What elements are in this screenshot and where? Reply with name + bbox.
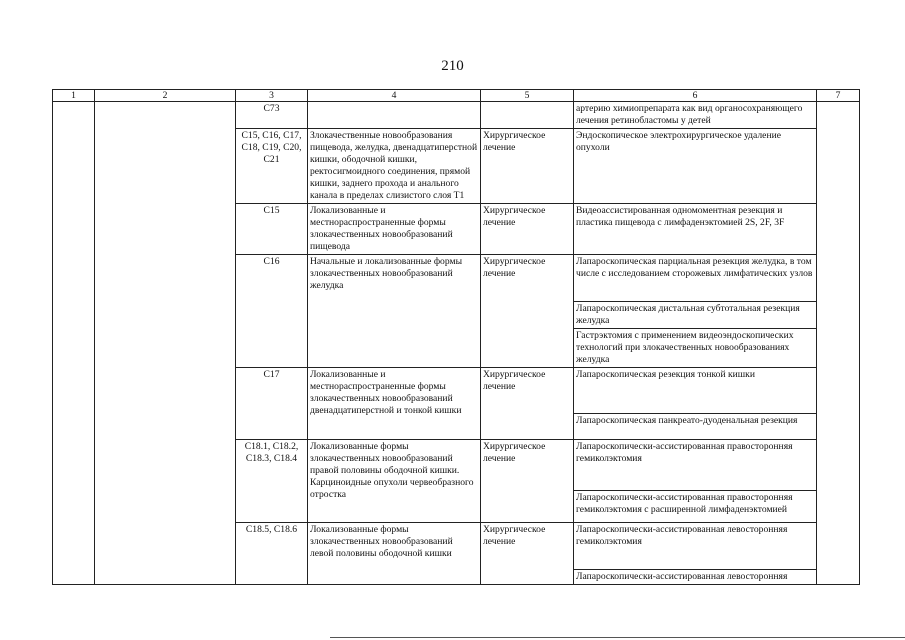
treatment-cell: Хирургическое лечение	[481, 255, 574, 368]
disease-cell: Злокачественные новообразования пищевода, желудка, двенадцатиперстной кишки, ободочной кишки, ректосигмоидного соединения, прямой кишки, заднего прохода и анального канала в пределах слизистого слоя T1	[308, 129, 481, 204]
method-cell: Лапароскопическая резекция тонкой кишки	[574, 368, 817, 414]
cell-col7	[817, 102, 860, 585]
icd-code-cell: C16	[236, 255, 308, 368]
col-header-3: 3	[236, 90, 308, 102]
col-header-4: 4	[308, 90, 481, 102]
treatment-cell: Хирургическое лечение	[481, 204, 574, 255]
icd-code-cell: C18.1, C18.2, C18.3, C18.4	[236, 439, 308, 522]
col-header-5: 5	[481, 90, 574, 102]
method-cell: Лапароскопически-ассистированная левосторонняя гемиколэктомия	[574, 522, 817, 569]
medical-procedures-table	[52, 89, 860, 585]
method-cell: Видеоассистированная одномоментная резекция и пластика пищевода с лимфаденэктомией 2S, 2F, 3F	[574, 204, 817, 255]
icd-code-cell: C15, C16, C17, C18, C19, C20, C21	[236, 129, 308, 204]
method-cell: Лапароскопическая дистальная субтотальная резекция желудка	[574, 302, 817, 329]
disease-cell: Локализованные формы злокачественных новообразований правой половины ободочной кишки. Карциноидные опухоли червеобразного отростка	[308, 439, 481, 522]
col-header-6: 6	[574, 90, 817, 102]
treatment-cell: Хирургическое лечение	[481, 439, 574, 522]
method-cell: Гастрэктомия с применением видеоэндоскопических технологий при злокачественных новообразованиях желудка	[574, 329, 817, 368]
method-cell: артерию химиопрепарата как вид органосохраняющего лечения ретинобластомы у детей	[574, 102, 817, 129]
treatment-cell	[481, 102, 574, 129]
method-cell: Лапароскопически-ассистированная правосторонняя гемиколэктомия с расширенной лимфаденэктомией	[574, 491, 817, 523]
icd-code-cell: C18.5, C18.6	[236, 522, 308, 584]
col-header-1: 1	[53, 90, 95, 102]
treatment-cell: Хирургическое лечение	[481, 368, 574, 439]
cell-col1	[53, 102, 95, 585]
col-header-7: 7	[817, 90, 860, 102]
method-cell: Лапароскопическая панкреато-дуоденальная резекция	[574, 414, 817, 440]
page-number: 210	[441, 58, 464, 74]
disease-cell	[308, 102, 481, 129]
method-cell: Эндоскопическое электрохирургическое удаление опухоли	[574, 129, 817, 204]
treatment-cell: Хирургическое лечение	[481, 129, 574, 204]
disease-cell: Локализованные и местнораспространенные формы злокачественных новообразований пищевода	[308, 204, 481, 255]
treatment-cell: Хирургическое лечение	[481, 522, 574, 584]
disease-cell: Локализованные формы злокачественных новообразований левой половины ободочной кишки	[308, 522, 481, 584]
cell-col2	[95, 102, 236, 585]
disease-cell: Начальные и локализованные формы злокачественных новообразований желудка	[308, 255, 481, 368]
method-cell: Лапароскопически-ассистированная правосторонняя гемиколэктомия	[574, 439, 817, 491]
disease-cell: Локализованные и местнораспространенные формы злокачественных новообразований двенадцатиперстной и тонкой кишки	[308, 368, 481, 439]
method-cell: Лапароскопически-ассистированная левосторонняя	[574, 570, 817, 585]
method-cell: Лапароскопическая парциальная резекция желудка, в том числе с исследованием сторожевых лимфатических узлов	[574, 255, 817, 302]
icd-code-cell: C17	[236, 368, 308, 439]
table-row	[53, 102, 860, 129]
icd-code-cell: C73	[236, 102, 308, 129]
table-header-row	[53, 90, 860, 102]
page-edge-line	[330, 637, 905, 638]
icd-code-cell: C15	[236, 204, 308, 255]
col-header-2: 2	[95, 90, 236, 102]
